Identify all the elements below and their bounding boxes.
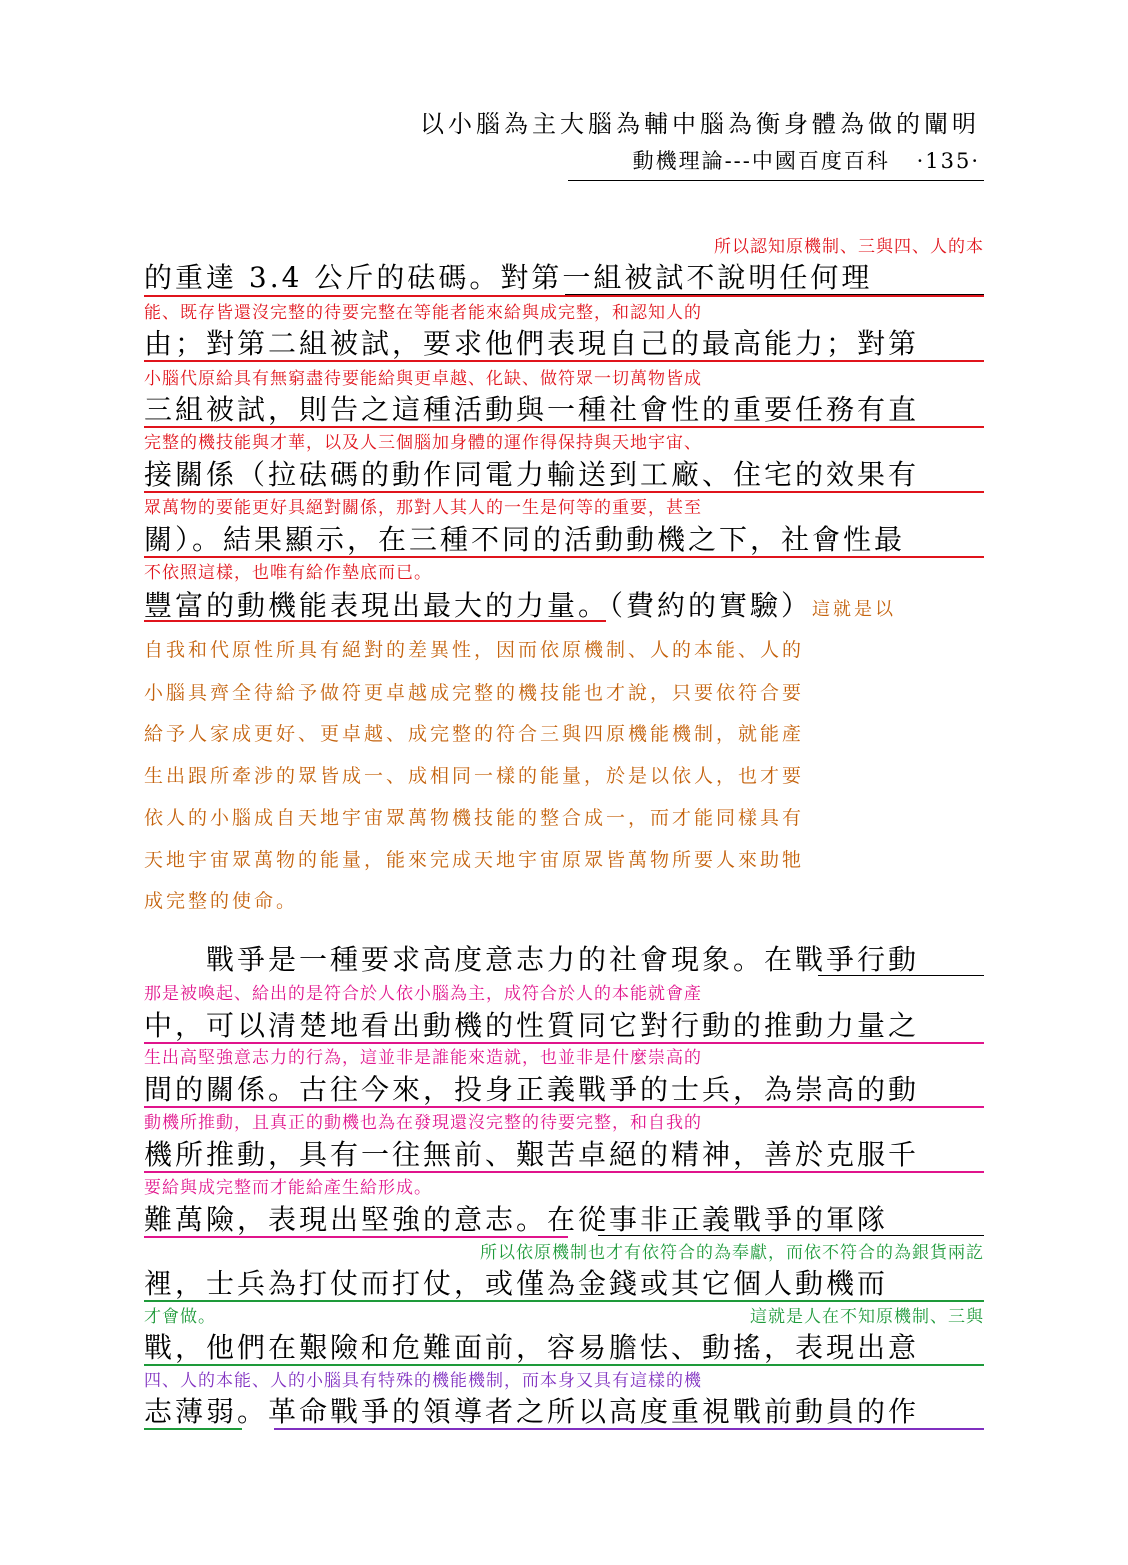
body-line: 接關係（拉砝碼的動作同電力輸送到工廠、住宅的效果有	[144, 458, 920, 491]
annotation-tail: 這就是以	[812, 599, 897, 620]
body-line: 戰，他們在艱險和危難面前，容易膽怯、動搖，表現出意	[144, 1331, 920, 1364]
annotation-paragraph-line: 生出跟所牽涉的眾皆成一、成相同一樣的能量，於是以依人，也才要	[144, 765, 805, 787]
red-underline	[144, 556, 984, 558]
annotation-paragraph-line: 成完整的使命。	[144, 890, 299, 912]
body-line: 機所推動，具有一往無前、艱苦卓絕的精神，善於克服千	[144, 1138, 920, 1171]
black-underline	[598, 1235, 984, 1236]
magenta-underline	[144, 1042, 984, 1044]
annotation-line: 那是被喚起、給出的是符合於人依小腦為主，成符合於人的本能就會產	[144, 984, 702, 1004]
body-line: 關）。結果顯示，在三種不同的活動動機之下，社會性最	[144, 523, 906, 556]
body-line: 戰爭是一種要求高度意志力的社會現象。在戰爭行動	[144, 943, 920, 976]
page-header-title: 以小腦為主大腦為輔中腦為衡身體為做的闡明	[420, 110, 980, 138]
annotation-line: 四、人的本能、人的小腦具有特殊的機能機制，而本身又具有這樣的機	[144, 1371, 702, 1391]
magenta-underline	[144, 1236, 568, 1238]
body-line: 的重達 3.4 公斤的砝碼。對第一組被試不說明任何理	[144, 261, 873, 294]
annotation-line: 完整的機技能與才華，以及人三個腦加身體的運作得保持與天地宇宙、	[144, 433, 702, 453]
red-underline	[144, 491, 984, 493]
annotation-left: 才會做。	[144, 1307, 216, 1327]
red-underline	[144, 360, 984, 362]
body-line: 由；對第二組被試，要求他們表現自己的最高能力；對第	[144, 327, 920, 360]
annotation-line: 小腦代原給具有無窮盡待要能給與更卓越、化缺、做符眾一切萬物皆成	[144, 369, 702, 389]
annotation-paragraph-line: 小腦具齊全待給予做符更卓越成完整的機技能也才說，只要依符合要	[144, 682, 805, 704]
annotation-line: 要給與成完整而才能給產生給形成。	[144, 1178, 432, 1198]
magenta-underline	[144, 1171, 984, 1173]
annotation-paragraph-line: 依人的小腦成自天地宇宙眾萬物機技能的整合成一，而才能同樣具有	[144, 807, 805, 829]
body-line: 間的關係。古往今來，投身正義戰爭的士兵，為崇高的動	[144, 1073, 920, 1106]
page-header-subtitle	[633, 145, 980, 175]
page-number: ·135·	[916, 149, 980, 173]
annotation-line: 眾萬物的要能更好具絕對關係，那對人其人的一生是何等的重要，甚至	[144, 498, 702, 518]
body-line-main: 豐富的動機能表現出最大的力量。（費約的實驗）	[144, 589, 813, 622]
annotation-paragraph-line: 給予人家成更好、更卓越、成完整的符合三與四原機能機制，就能產	[144, 723, 805, 745]
body-line: 難萬險，表現出堅強的意志。在從事非正義戰爭的軍隊	[144, 1203, 889, 1236]
annotation-paragraph-line: 自我和代原性所具有絕對的差異性，因而依原機制、人的本能、人的	[144, 639, 805, 661]
red-underline	[144, 620, 606, 622]
magenta-underline	[144, 1106, 984, 1108]
annotation-paragraph-line: 天地宇宙眾萬物的能量，能來完成天地宇宙原眾皆萬物所要人來助牠	[144, 849, 805, 871]
annotation-line: 能、既存皆還沒完整的待要完整在等能者能來給與成完整，和認知人的	[144, 303, 702, 323]
body-line	[144, 588, 984, 624]
green-underline	[144, 1364, 984, 1366]
body-line: 三組被試，則告之這種活動與一種社會性的重要任務有直	[144, 393, 920, 426]
annotation-line: 所以依原機制也才有依符合的為奉獻，而依不符合的為銀貨兩訖	[480, 1243, 984, 1263]
annotation-right: 這就是人在不知原機制、三與	[750, 1307, 984, 1327]
header-rule	[568, 180, 984, 181]
body-line: 中，可以清楚地看出動機的性質同它對行動的推動力量之	[144, 1009, 920, 1042]
body-line: 裡，士兵為打仗而打仗，或僅為金錢或其它個人動機而	[144, 1267, 889, 1300]
black-underline	[565, 294, 984, 295]
annotation-line: 不依照這樣，也唯有給作墊底而已。	[144, 563, 432, 583]
header-source: 動機理論---中國百度百科	[632, 149, 890, 173]
annotation-line: 所以認知原機制、三與四、人的本	[714, 237, 984, 257]
body-line: 志薄弱。革命戰爭的領導者之所以高度重視戰前動員的作	[144, 1395, 920, 1428]
annotation-line: 生出高堅強意志力的行為，這並非是誰能來造就，也並非是什麼崇高的	[144, 1048, 702, 1068]
annotation-line	[144, 1306, 984, 1328]
purple-underline	[274, 1428, 984, 1430]
red-underline	[144, 295, 984, 297]
red-underline	[144, 426, 984, 428]
green-underline	[144, 1428, 242, 1430]
annotation-line: 動機所推動，且真正的動機也為在發現還沒完整的待要完整，和自我的	[144, 1113, 702, 1133]
green-underline	[144, 1300, 984, 1302]
black-underline	[818, 975, 984, 976]
